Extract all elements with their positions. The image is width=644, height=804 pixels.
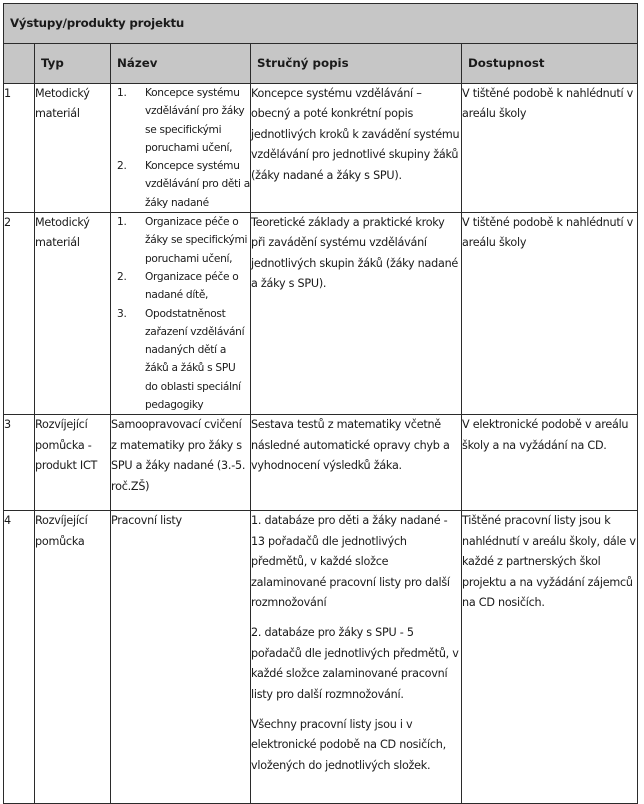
popis-paragraph: 2. databáze pro žáky s SPU - 5 pořadačů dle jednotlivých předmětů, v každé složce zalaminované pracovní listy pro další rozmnožování. — [251, 626, 459, 701]
popis-paragraph: Všechny pracovní listy jsou i v elektronické podobě na CD nosičích, vložených do jednotlivých složek. — [251, 718, 446, 772]
row-dostupnost: V tištěné podobě k nahlédnutí v areálu školy — [462, 84, 638, 213]
row-typ: Metodický materiál — [35, 84, 111, 213]
nazev-item — [111, 157, 250, 212]
table-title: Výstupy/produkty projektu — [4, 4, 638, 44]
header-nazev: Název — [111, 44, 251, 84]
item-number: 3. — [117, 307, 127, 320]
nazev-list — [111, 213, 250, 414]
row-typ: Rozvíjející pomůcka - produkt ICT — [35, 415, 111, 511]
row-popis — [251, 415, 462, 511]
table-title-row — [4, 4, 638, 44]
row-nazev — [111, 84, 251, 213]
nazev-item — [111, 305, 250, 415]
popis-paragraph: Sestava testů z matematiky včetně následné automatické opravy chyb a vyhodnocení výsledků žáka. — [251, 418, 450, 473]
table-row — [4, 415, 638, 511]
nazev-item — [111, 213, 250, 268]
row-popis — [251, 84, 462, 213]
item-number: 2. — [117, 160, 127, 173]
item-number: 1. — [117, 87, 127, 99]
table-row — [4, 511, 638, 804]
item-number: 2. — [117, 270, 127, 283]
row-nazev: Samoopravovací cvičení z matematiky pro žáky s SPU a žáky nadané (3.-5. roč.ZŠ) — [111, 415, 251, 511]
item-text: Organizace péče o žáky se specifickými poruchami učení, — [145, 216, 248, 265]
item-text: Koncepce systému vzdělávání pro děti a žáky nadané — [145, 160, 250, 209]
table-row — [4, 213, 638, 415]
row-nazev — [111, 213, 251, 415]
header-popis: Stručný popis — [251, 44, 462, 84]
header-number — [4, 44, 35, 84]
item-text: Opodstatněnost zařazení vzdělávání nadaných dětí a žáků a žáků s SPU do oblasti speciální pedagogiky — [145, 307, 245, 412]
popis-paragraph: 1. databáze pro děti a žáky nadané - 13 pořadačů dle jednotlivých předmětů, v každé složce zalaminované pracovní listy pro další rozmnožování — [251, 514, 450, 609]
row-typ: Rozvíjející pomůcka — [35, 511, 111, 804]
table-row — [4, 84, 638, 213]
popis-paragraph: Koncepce systému vzdělávání – obecný a poté konkrétní popis jednotlivých kroků k zavádění systému vzdělávání pro jednotlivé skupiny žáků (žáky nadané a žáky s SPU). — [251, 87, 460, 182]
row-number: 3 — [4, 415, 35, 511]
row-number: 1 — [4, 84, 35, 213]
row-number: 2 — [4, 213, 35, 415]
header-row — [4, 44, 638, 84]
nazev-item — [111, 268, 250, 305]
nazev-item — [111, 84, 250, 157]
item-text: Koncepce systému vzdělávání pro žáky se specifickými poruchami učení, — [145, 87, 245, 154]
row-popis — [251, 511, 462, 804]
row-dostupnost: Tištěné pracovní listy jsou k nahlédnutí v areálu školy, dále v každé z partnerských škol projektu a na vyžádání zájemců na CD nosičích. — [462, 511, 638, 804]
row-dostupnost: V tištěné podobě k nahlédnutí v areálu školy — [462, 213, 638, 415]
row-nazev: Pracovní listy — [111, 511, 251, 804]
outputs-table — [3, 3, 638, 804]
row-number: 4 — [4, 511, 35, 804]
header-typ: Typ — [35, 44, 111, 84]
popis-paragraph: Teoretické základy a praktické kroky při zavádění systému vzdělávání jednotlivých skupin žáků (žáky nadané a žáky s SPU). — [251, 216, 459, 291]
row-popis — [251, 213, 462, 415]
item-number: 1. — [117, 216, 127, 229]
item-text: Organizace péče o nadané dítě, — [145, 270, 239, 302]
row-dostupnost: V elektronické podobě v areálu školy a na vyžádání na CD. — [462, 415, 638, 511]
header-dostupnost: Dostupnost — [462, 44, 638, 84]
row-typ: Metodický materiál — [35, 213, 111, 415]
nazev-list — [111, 84, 250, 212]
